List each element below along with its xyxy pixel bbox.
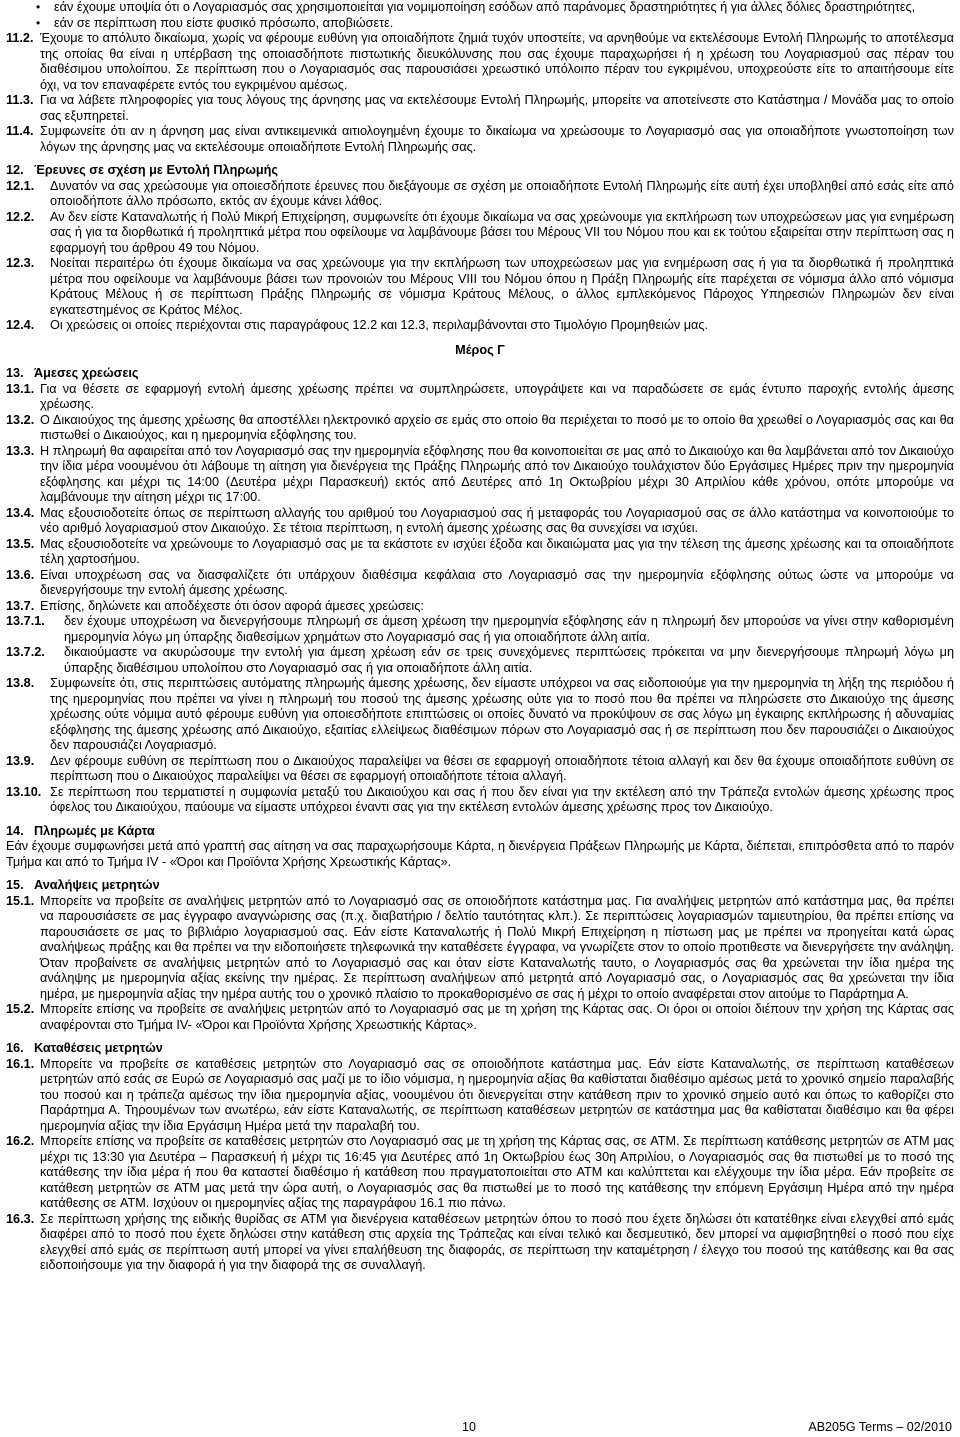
clause [6,506,954,537]
clause-number: 13.5. [6,536,35,551]
clause-text: Μας εξουσιοδοτείτε όπως σε περίπτωση αλλαγής του αριθμού του Λογαριασμού σας ή μεταφοράς του Λογαριασμού σας σε άλλο κατάστημα να κοινοποιούμε το νέο αριθμό λογαριασμού στον Δικαιούχο. Σε τέτοια περίπτωση, η εντολή άμεσης χρέωσης σας θα συνεχίσει να ισχύει. [40,505,954,535]
clause [6,413,954,444]
clause-text: Επίσης, δηλώνετε και αποδέχεστε ότι όσον αφορά άμεσες χρεώσεις: [40,598,424,613]
document-code: AB205G Terms – 02/2010 [808,1420,952,1434]
clause-number: 13.7.1. [6,614,45,628]
section-number: 12. [6,163,24,177]
section-text: Εάν έχουμε συμφωνήσει μετά από γραπτή σας αίτηση να σας παραχωρήσουμε Κάρτα, η διενέργεια Πράξεων Πληρωμής με Κάρτα, διέπεται, επιπρόσθετα από το παρόν Τμήμα και από το Τμήμα IV - «Όροι και Προϊόντα Χρήσης Χρεωστικής Κάρτας». [6,839,954,869]
clause [6,256,954,318]
clause [6,1002,954,1033]
section-heading [6,163,954,179]
clause-number: 13.10. [6,784,42,799]
clause [6,1057,954,1135]
section-heading [6,878,954,894]
section-title: Καταθέσεις μετρητών [34,1041,163,1055]
clause-text: Μπορείτε να προβείτε σε αναλήψεις μετρητών από το Λογαριασμό σας σε οποιοδήποτε κατάστημα μας. Για αναλήψεις μετρητών από κατάστημα μας, θα πρέπει να παρουσιάσετε σε μας έγγραφο αναγνώρισης σας (π.χ. διαβατήριο / δελτίο ταυτότητας κλπ.). Σε περιπτώσεις λογαριασμών ταμιευτηρίου, θα πρέπει επίσης να παρουσιάσετε σε μας το βιβλιάριο λογαριασμού σας. Εάν είστε Καταναλωτής ή Πολύ Μικρή Επιχείρηση η πίστωση μας με πρέπει να προηγείται κατά ώρας αναλήψεως πράξης και θα πρέπει να την ειδοποιήσετε τηλεφωνικά την καταθέσετε έγγραφα, να γνωρίζετε στον το οποίο προτιθεστε να διενεργήσετε την ανάληψη. Όταν προβαίνετε σε αναλήψεις μετρητών από το Λογαριασμό σας και όταν είστε Καταναλωτής ταυτο, ο Λογαριασμός σας θα χρεώνεται την ίδια ημέρα της ανάληψης με ημερομηνία αξίας εκείνης την ημέρας. Σε περίπτωση αναλήψεων από μετρητά από Λογαριασμό σας, ο Λογαριασμός σας θα χρεώνεται την ίδια ημέρα, με ημερομηνία αξίας την ημέρα αυτής του ο χρονικό πλαίσιο το προκαθορισμένο σε σας ή μέχρι το οποίο αναφέρεται στον αιτούμε το Παράρτημα Α. [40,893,954,1001]
clause-text: δικαιούμαστε να ακυρώσουμε την εντολή για άμεση χρέωση εάν σε τρεις συνεχόμενες περιπτώσεις πρόκειται να μην διενεργήσουμε πληρωμή λόγω μη ύπαρξης διαθέσιμου υπολοίπου στο Λογαριασμό σας ή για οποιαδήποτε άλλη αιτία. [64,645,954,675]
clause [6,785,954,816]
clause-number: 15.1. [6,893,35,908]
section-title: Πληρωμές με Κάρτα [34,823,155,838]
bullet-list [6,0,954,31]
page-number: 10 [462,1420,476,1434]
clause-text: Νοείται περαιτέρω ότι έχουμε δικαίωμα να σας χρεώνουμε για την εκπλήρωση των υποχρεώσεων μας για ενημέρωση σας ή για τα διορθωτικά ή προληπτικά μέτρα που οφείλουμε να λαμβάνουμε βάσει των προνοιών του Μέρους VIII του Νόμου όπου η Πράξη Πληρωμής είτε παρέχεται σε νόμισμα άλλο από νόμισμα Κράτους Μέλους ή σε περίπτωση Πράξης Πληρωμής σε νόμισμα Κράτους Μέλους, ο άλλος εμπλεκόμενος Πάροχος Υπηρεσιών Πληρωμών δεν είναι εγκατεστημένος σε Κράτος Μέλος. [50,256,954,317]
clause-text: Είναι υποχρέωση σας να διασφαλίζετε ότι υπάρχουν διαθέσιμα κεφάλαια στο Λογαριασμό σας την ημερομηνία εξόφλησης ούτως ώστε να μπορούμε να διενεργήσουμε την εντολή άμεσης χρέωσης. [40,567,954,597]
clause-text: Μπορείτε επίσης να προβείτε σε αναλήψεις μετρητών από το Λογαριασμό σας με τη χρήση της Κάρτας σας. Οι όροι οι οποίοι διέπουν την χρήση της Κάρτας σας αναφέρονται στο Τμήμα IV- «Όροι και Προϊόντα Χρήσης Χρεωστικής Κάρτας». [40,1002,954,1032]
clause-text: Για να λάβετε πληροφορίες για τους λόγους της άρνησης μας να εκτελέσουμε Εντολή Πληρωμής, μπορείτε να αποτείνεστε στο Κατάστημα / Μονάδα μας το οποίο σας εξυπηρετεί. [40,93,954,123]
section-heading [6,824,954,840]
document-body [6,0,954,1274]
clause-text: Ο Δικαιούχος της άμεσης χρέωσης θα αποστέλλει ηλεκτρονικό αρχείο σε εμάς στο οποίο θα περιέχεται το ποσό με το οποίο θα χρεωθεί ο Λογαριασμός σας και θα πιστωθεί ο Δικαιούχος, και η ημερομηνία εξόφλησης του. [40,412,954,442]
section-number: 14. [6,823,24,838]
clause-text: Μπορείτε επίσης να προβείτε σε καταθέσεις μετρητών στο Λογαριασμό σας με τη χρήση της Κάρτας σας, σε ATM. Σε περίπτωση κατάθεσης μετρητών σε ATM μας μέχρι τις 13:30 για Δευτέρα – Παρασκευή ή μέχρι τις 16:45 για Δευτέρες από 1η Οκτωβρίου έως 30η Απριλίου, ο Λογαριασμός σας θα πιστωθεί με το ποσό της κατάθεσης την ίδια μέρα ή που θα καταστεί διαθέσιμο ή κατάθεση που πραγματοποιείται στο ATM και καλύπτεται και ελέγχουμε την ίδια μέρα. Εάν προβείτε σε κατάθεση μετρητών σε ATM μας μετά την ώρα αυτή, ο Λογαριασμός σας θα πιστωθεί με το ποσό της κατάθεσης την επόμενη Εργάσιμη Ημέρα από την ημέρα κατάθεσης σε ATM. Ισχύουν οι ημερομηνίες αξίας της παραγράφου 16.1 πιο πάνω. [40,1134,954,1210]
clause-text: Μπορείτε να προβείτε σε καταθέσεις μετρητών στο Λογαριασμό σας σε οποιοδήποτε κατάστημα μας. Εάν είστε Καταναλωτής, σε περίπτωση καταθέσεων μετρητών από εσάς σε Ευρώ σε Λογαριασμό σας μαζί με το ίδιο νόμισμα, η ημερομηνία αξίας θα καθίσταται διαθέσιμο αμέσως μετά το χρονικό σημείο παραλαβής του ποσού και η τράπεζα αμέσως την ίδια ημερομηνία αξίας, νοουμένου ότι διενεργείται στην κατάθεση πριν το χρονικό σημείο αυτό και όπως το καθορίζει στο Παράρτημα Α. Τηρουμένων των ανωτέρω, εάν είστε Καταναλωτής, σε περίπτωση καταθέσεων μετρητών σε κατάστημα μας θα καθίσταται διαθέσιμο και θα φέρει ημερομηνία αξίας την ίδια Εργάσιμη Ημέρα μετά την παραλαβή του. [40,1056,954,1133]
clause-text: Έχουμε το απόλυτο δικαίωμα, χωρίς να φέρουμε ευθύνη για οποιαδήποτε ζημιά τυχόν υποστείτε, να αρνηθούμε να εκτελέσουμε Εντολή Πληρωμής το αποτέλεσμα της οποίας θα είναι η υπέρβαση της οποιασδήποτε πιστωτικής διευκόλυνσης που σας έχουμε παραχωρήσει ή η χρέωση του Λογαριασμού σας πέραν του διαθέσιμου υπολοίπου. Σε περίπτωση που ο Λογαριασμός σας παρουσιάσει χρεωστικό υπόλοιπο πέραν του εγκριμένου, υποχρεούστε είτε το απαιτήσουμε είτε όχι, να τον επαναφέρετε εντός του εγκριμένου αμέσως. [40,31,954,92]
clause-number: 12.3. [6,256,35,270]
clause [6,1212,954,1274]
clause-number: 13.2. [6,412,35,427]
clause [6,179,954,210]
clause [6,444,954,506]
clause-text: Οι χρεώσεις οι οποίες περιέχονται στις παραγράφους 12.2 και 12.3, περιλαμβάνονται στο Τιμολόγιο Προμηθειών μας. [50,318,709,332]
bullet-item: • εάν έχουμε υποψία ότι ο Λογαριασμός σας χρησιμοποιείται για νομιμοποίηση εσόδων από παράνομες δραστηριότητες ή για άλλες δόλιες δραστηριότητες, [54,0,954,16]
clause-number: 16.3. [6,1211,35,1226]
clause-number: 13.4. [6,505,35,520]
section-title: Άμεσες χρεώσεις [34,366,139,380]
section-number: 15. [6,878,24,892]
clause [6,894,954,1003]
clause-text: Για να θέσετε σε εφαρμογή εντολή άμεσης χρέωσης πρέπει να συμπληρώσετε, υπογράψετε και να παραδώσετε σε εμάς έντυπο παροχής εντολής άμεσης χρέωσης. [40,381,954,411]
clause [6,568,954,599]
clause-number: 12.1. [6,178,35,193]
clause-text: Μας εξουσιοδοτείτε να χρεώνουμε το Λογαριασμό σας με τα εκάστοτε εν ισχύει έξοδα και δικαιώματα μας για την τέλεση της άμεσης χρέωσης και τα οποιαδήποτε τέλη χαρτοσήμου. [40,536,954,566]
clause-number: 16.1. [6,1056,35,1071]
clause-text: Συμφωνείτε ότι αν η άρνηση μας είναι αντικειμενικά αιτιολογημένη έχουμε το δικαίωμα να χρεώσουμε το Λογαριασμό σας για οποιαδήποτε γνωστοποίηση των λόγων της άρνησης μας να εκτελέσουμε οποιαδήποτε Εντολή Πληρωμής σας. [40,124,954,154]
clause-number: 12.2. [6,209,35,224]
clause-text: Σε περίπτωση χρήσης της ειδικής θυρίδας σε ATM για διενέργεια καταθέσεων μετρητών όπου το ποσό που έχετε δηλώσει ότι κατατέθηκε είναι ελεγχθεί από εμάς διαφέρει από το ποσό που έχετε δηλώσει στην κατάθεση στις αρχεία της Τράπεζας και είναι τελικό και δεσμευτικό, δεν μπορεί να αμφισβητηθεί ο ποσό που είχε ελεγχθεί από εμάς σε περίπτωση αυτή μπορεί να γίνει επαλήθευση της διαφοράς, σε περίπτωση την καταμέτρηση / έλεγχο του ποσού της κατάθεσης και θα σας ειδοποιήσουμε για την διαφορά ή για την διαφορά της σε συναλλαγή. [40,1211,954,1272]
clause-number: 13.7.2. [6,645,45,659]
clause-number: 13.3. [6,443,35,458]
clause [6,676,954,754]
clause-number: 13.1. [6,381,35,396]
clause [6,318,954,334]
clause-number: 13.7. [6,598,35,613]
section-number: 16. [6,1041,24,1055]
clause-text: Συμφωνείτε ότι, στις περιπτώσεις αυτόματης πληρωμής άμεσης χρέωσης, δεν είμαστε υπόχρεοι να σας ειδοποιούμε για την ημερομηνία τη λήξη της περιόδου ή της ημερομηνίας που πρέπει να γίνει η πληρωμή του ποσού της άμεσης χρέωσης ούτε για το ποσό που θα πρέπει να πληρώσετε στο Δικαιούχο της άμεσης χρέωσης ούτε νόμιμα αυτό φέρουμε ευθύνη για οποιεσδήποτε επιπτώσεις οι οποίες δυνατό να προκύψουν σε σας λόγω μη έγκαιρης εκπλήρωσης ή αδυναμίας εξόφλησης της άμεσης χρέωσης από Δικαιούχο, εξαιτίας ελλείψεως διαθέσιμων πόρων στο Λογαριασμό σας ή σε περίπτωση που δεν παρουσιάζει ο Δικαιούχος δεν παρουσιάζει Λογαριασμό. [50,676,954,752]
bullet-item: • εάν σε περίπτωση που είστε φυσικό πρόσωπο, αποβιώσετε. [54,16,954,32]
clause-number: 11.4. [6,124,34,138]
clause [6,93,954,124]
clause [6,599,954,615]
clause [6,537,954,568]
clause-text: Δεν φέρουμε ευθύνη σε περίπτωση που ο Δικαιούχος παραλείψει να θέσει σε εφαρμογή οποιαδήποτε τέτοια αλλαγή και δεν θα έχουμε οποιαδήποτε ευθύνη σε περίπτωση που ο Δικαιούχος παραλείψει να θέσει σε εφαρμογή οποιαδήποτε τέτοια αλλαγή. [50,753,954,783]
section-heading [6,366,954,382]
clause [6,645,954,676]
clause-text: Αν δεν είστε Καταναλωτής ή Πολύ Μικρή Επιχείρηση, συμφωνείτε ότι έχουμε δικαίωμα να σας χρεώνουμε για εκπλήρωση των υποχρεώσεων μας για ενημέρωση σας ή για τα διορθωτικά ή προληπτικά μέτρα που οφείλουμε να λαμβάνουμε βάσει του Μέρους VII του Νόμου που και εκ τούτου εξαιρείται στην περίπτωση σας η εφαρμογή του άρθρου 49 του Νόμου. [50,209,954,255]
clause-text: Σε περίπτωση που τερματιστεί η συμφωνία μεταξύ του Δικαιούχου και σας ή που δεν είναι για την εκτέλεση από την Τράπεζα εντολών άμεσης χρέωσης προς όφελος του Δικαιούχου, παύουμε να είμαστε υπόχρεοι έναντι σας για την εκτέλεση εντολών άμεσης χρέωσης προς τον Δικαιούχο. [50,784,954,814]
clause [6,754,954,785]
section-title: Έρευνες σε σχέση με Εντολή Πληρωμής [34,163,279,177]
clause-number: 11.2. [6,31,34,45]
clause-number: 12.4. [6,318,35,332]
clause [6,1134,954,1212]
clause-text: Δυνατόν να σας χρεώσουμε για οποιεσδήποτε έρευνες που διεξάγουμε σε σχέση με οποιαδήποτε Εντολή Πληρωμής είτε αυτή έχει υποβληθεί από εσάς είτε από οποιοδήποτε άλλο πρόσωπο, εκτός αν έχουμε κάνει λάθος. [50,178,954,208]
section-title: Αναλήψεις μετρητών [34,878,160,892]
clause-number: 11.3. [6,93,34,107]
clause-number: 13.9. [6,753,35,768]
clause-number: 13.8. [6,676,35,690]
part-heading: Μέρος Γ [455,342,505,357]
clause [6,31,954,93]
clause-number: 15.2. [6,1002,35,1016]
section-heading [6,1041,954,1057]
clause [6,382,954,413]
section-number: 13. [6,366,24,380]
clause [6,124,954,155]
clause [6,614,954,645]
clause [6,210,954,257]
clause-number: 16.2. [6,1134,35,1148]
clause-text: δεν έχουμε υποχρέωση να διενεργήσουμε πληρωμή σε άμεση χρέωση την ημερομηνία εξόφλησης εάν η πληρωμή δεν μπορούσε να γίνει στην καθορισμένη ημερομηνία λόγω μη ύπαρξης διαθεσίμων χρημάτων στο Λογαριασμό σας ή για οποιαδήποτε άλλη αιτία. [64,614,954,644]
clause-text: Η πληρωμή θα αφαιρείται από τον Λογαριασμό σας την ημερομηνία εξόφλησης που θα κοινοποιείται σε μας από το Δικαιούχο και θα λαμβάνεται από τον Δικαιούχο την ίδια μέρα νοουμένου ότι λάβουμε τη αίτηση για διενέργεια της Πράξης Πληρωμής από τον Δικαιούχο τουλάχιστον δύο Εργάσιμες Ημέρες πριν την ημερομηνία εξόφλησης και μέχρι τις 14:00 (Δευτέρα μέχρι Παρασκευή) εκτός από Δευτέρες από 1η Οκτωβρίου μέχρι 30 Απριλίου κάθε χρόνου, οπότε μπορούμε να λαμβάνουμε την αίτηση μέχρι τις 17:00. [40,443,954,504]
clause-number: 13.6. [6,567,35,582]
